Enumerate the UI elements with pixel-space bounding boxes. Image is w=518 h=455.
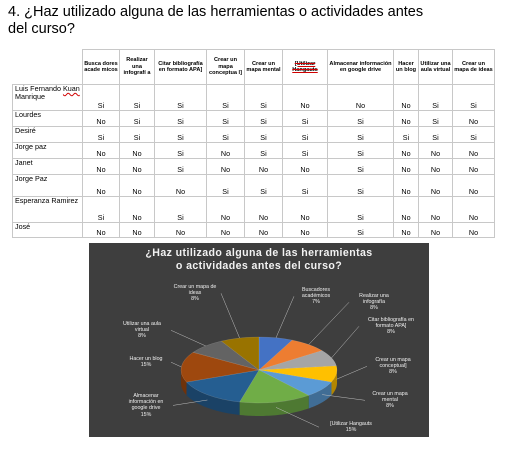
answer-cell: No [83,159,120,175]
column-header: Almacenar información en google drive [328,50,394,85]
answer-cell: Si [155,197,207,223]
answer-cell: No [120,159,155,175]
answer-cell: No [394,223,419,238]
responses-table [12,49,495,238]
column-header: Hacer un blog [394,50,419,85]
answer-cell: No [155,175,207,197]
slice-label [119,393,173,418]
leader-line [332,326,360,358]
answer-cell: No [283,223,328,238]
column-header: Busca dores acade micos [83,50,120,85]
answer-cell: Si [328,111,394,127]
slice-label-text: Crear un mapa mental [372,391,408,404]
table-row [13,111,495,127]
slice-percent: 8% [386,403,394,410]
respondent-name: Janet [13,159,83,175]
slice-label-text: [Utilizar Hangauts [330,421,372,427]
slice-percent: 15% [345,427,357,434]
slice-label [349,293,399,312]
answer-cell: No [245,223,283,238]
respondent-name: José [13,223,83,238]
respondent-name: Lourdes [13,111,83,127]
answer-cell: Si [155,85,207,111]
answer-cell: No [453,223,495,238]
column-header: Crear un mapa conceptua l] [207,50,245,85]
answer-cell: Si [207,85,245,111]
slice-label [359,317,423,336]
answer-cell: No [155,223,207,238]
slice-label-text: Hacer un blog [129,356,163,362]
answer-cell: No [83,223,120,238]
answer-cell: Si [328,159,394,175]
answer-cell: Si [328,223,394,238]
table-row [13,85,495,111]
answer-cell: Si [328,175,394,197]
answer-cell: Si [328,197,394,223]
column-header: Crear un mapa de ideas [453,50,495,85]
answer-cell: No [419,143,453,159]
column-header: Crear un mapa mental [245,50,283,85]
answer-cell: No [207,159,245,175]
answer-cell: Si [328,143,394,159]
table-row [13,127,495,143]
leader-line [336,366,367,379]
answer-cell: Si [155,127,207,143]
answer-cell: Si [419,111,453,127]
table-row [13,143,495,159]
answer-cell: No [283,85,328,111]
slice-percent: 15% [140,362,152,369]
answer-cell: No [120,197,155,223]
answer-cell: Si [207,127,245,143]
answer-cell: Si [120,111,155,127]
answer-cell: No [419,223,453,238]
answer-cell: Si [453,127,495,143]
answer-cell: No [245,159,283,175]
slice-label [121,356,171,368]
answer-cell: No [83,143,120,159]
table-row [13,197,495,223]
table-row [13,175,495,197]
slice-percent: 8% [387,329,395,336]
slice-percent: 15% [140,411,152,418]
slice-label-text: Crear un mapa de ideas [173,284,217,297]
slice-label [319,421,383,433]
answer-cell: Si [120,85,155,111]
answer-cell: No [394,197,419,223]
answer-cell: Si [83,197,120,223]
slice-label [169,284,221,303]
answer-cell: Si [83,127,120,143]
answer-cell: Si [283,143,328,159]
slice-label [367,357,419,376]
answer-cell: Si [245,127,283,143]
answer-cell: Si [245,85,283,111]
slice-label-text: Almacenar información en google drive [128,393,164,412]
slice-label [113,321,171,340]
leader-line [171,362,181,367]
pie-chart [89,243,429,437]
respondent-name: Esperanza Ramirez [13,197,83,223]
answer-cell: Si [283,111,328,127]
answer-cell: No [394,143,419,159]
answer-cell: Si [245,143,283,159]
answer-cell: Si [419,85,453,111]
slice-label-text: Buscadores académicos [301,287,331,300]
answer-cell: No [328,85,394,111]
slice-percent: 8% [389,369,397,376]
answer-cell: Si [245,175,283,197]
slice-label-text: Crear un mapa conceptual] [375,357,411,370]
slice-label [365,391,415,410]
answer-cell: No [207,143,245,159]
answer-cell: Si [419,127,453,143]
slice-percent: 8% [370,305,378,312]
answer-cell: No [120,143,155,159]
table-row [13,159,495,175]
answer-cell: Si [245,111,283,127]
slice-label-text: Realizar una infografía [359,293,389,306]
answer-cell: Si [155,111,207,127]
answer-cell: Si [283,127,328,143]
answer-cell: Si [328,127,394,143]
question-heading: 4. ¿Haz utilizado alguna de las herramientas o actividades antes del curso? [8,4,424,37]
answer-cell: No [283,159,328,175]
answer-cell: Si [453,85,495,111]
slice-label-text: Citar bibliografía en formato APA] [368,317,414,330]
answer-cell: No [394,159,419,175]
leader-line [221,293,240,338]
answer-cell: No [419,175,453,197]
answer-cell: No [453,197,495,223]
answer-cell: No [453,143,495,159]
answer-cell: No [419,197,453,223]
chart-title: ¿Haz utilizado alguna de las herramientas o actividades antes del curso? [145,247,373,272]
answer-cell: No [394,111,419,127]
leader-line [309,302,349,344]
answer-cell: Si [155,159,207,175]
answer-cell: No [245,197,283,223]
answer-cell: Si [207,175,245,197]
answer-cell: No [83,111,120,127]
column-header: Utilizar una aula virtual [419,50,453,85]
answer-cell: No [83,175,120,197]
answer-cell: No [419,159,453,175]
respondent-name: Jorge paz [13,143,83,159]
answer-cell: Si [120,127,155,143]
answer-cell: No [283,197,328,223]
answer-cell: No [120,223,155,238]
respondent-name: Luis Fernando Kuan Manrique [13,85,83,111]
slice-percent: 8% [191,296,199,303]
spellcheck-underline: Kuan [62,84,80,93]
slice-label [294,287,338,306]
column-header: Realizar una infografí a [120,50,155,85]
answer-cell: Si [283,175,328,197]
slice-label-text: Utilizar una aula virtual [123,321,161,334]
answer-cell: No [394,175,419,197]
column-header: Citar bibliografía en formato APA] [155,50,207,85]
leader-line [276,296,294,338]
answer-cell: No [207,197,245,223]
slice-percent: 7% [312,299,320,306]
answer-cell: Si [394,127,419,143]
table-corner-cell [13,50,83,85]
respondent-name: Desiré [13,127,83,143]
answer-cell: Si [155,143,207,159]
slice-percent: 8% [138,333,146,340]
answer-cell: No [453,111,495,127]
table-row [13,223,495,238]
answer-cell: Si [83,85,120,111]
answer-cell: No [453,159,495,175]
respondent-name: Jorge Paz [13,175,83,197]
answer-cell: Si [207,111,245,127]
column-header: [Utilizar Hangauts [283,50,328,85]
answer-cell: No [394,85,419,111]
answer-cell: No [453,175,495,197]
answer-cell: No [207,223,245,238]
leader-line [171,330,206,346]
table-header-row [13,50,495,85]
answer-cell: No [120,175,155,197]
